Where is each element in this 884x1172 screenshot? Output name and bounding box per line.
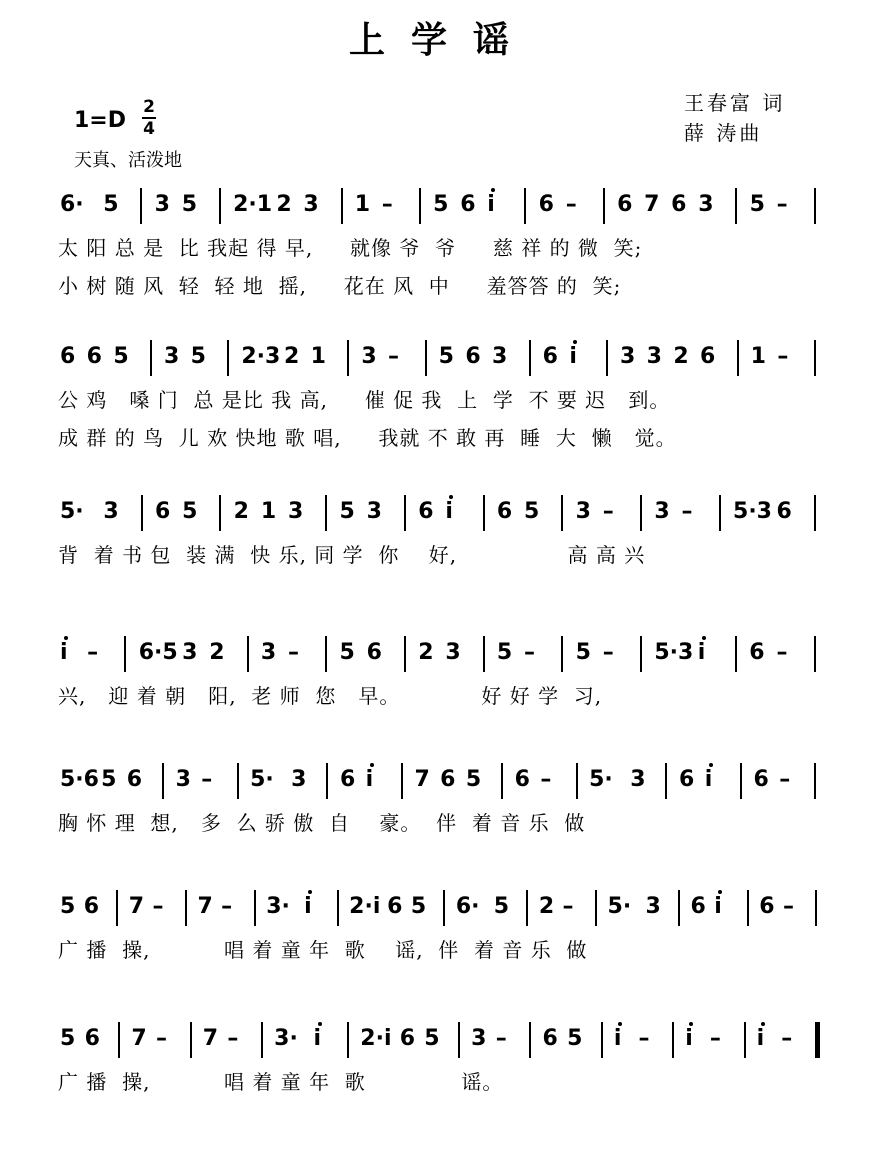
note: 5: [567, 1026, 583, 1051]
note: 6·5: [138, 640, 178, 665]
note: 6: [60, 344, 76, 369]
note: 3: [646, 344, 662, 369]
barline: [341, 188, 343, 224]
note: 3: [698, 192, 714, 217]
barline: [237, 763, 239, 799]
credits: [684, 88, 785, 148]
meter-top: 2: [143, 97, 155, 117]
barline: [483, 636, 485, 672]
note: 2·3: [241, 344, 281, 369]
note: 6: [460, 192, 476, 217]
barline: [124, 636, 126, 672]
barline: [219, 188, 221, 224]
dash-note: –: [781, 1026, 793, 1051]
note: 5: [433, 192, 449, 217]
note: 6·: [60, 192, 84, 217]
octave-dot: [64, 636, 68, 640]
barline: [814, 636, 816, 672]
octave-dot: [618, 1022, 622, 1026]
note: 7: [131, 1026, 147, 1051]
dash-note: –: [638, 1026, 650, 1051]
barline: [325, 495, 327, 531]
note: i: [569, 344, 577, 369]
note: 7: [197, 894, 213, 919]
dash-note: –: [681, 499, 693, 524]
note: 3: [103, 499, 119, 524]
note: i: [685, 1026, 693, 1051]
note: 1: [354, 192, 371, 217]
barline: [219, 495, 221, 531]
note: 5: [103, 192, 119, 217]
barline: [483, 495, 485, 531]
lyric-line: 兴, 迎 着 朝 阳, 老 师 您 早。 好 好 学 习,: [58, 684, 603, 708]
barline: [150, 340, 152, 376]
note: 2: [538, 894, 555, 919]
barline: [640, 495, 642, 531]
dash-note: –: [495, 1026, 507, 1051]
note: 3: [575, 499, 591, 524]
barline: [162, 763, 164, 799]
dash-note: –: [565, 192, 577, 217]
barline: [526, 890, 528, 926]
note: 5·: [250, 767, 274, 792]
barline: [737, 340, 739, 376]
barline: [419, 188, 421, 224]
note: i: [304, 894, 312, 919]
dash-note: –: [227, 1026, 239, 1051]
lyric-line: 公 鸡 嗓 门 总 是比 我 高, 催 促 我 上 学 不 要 迟 到。: [58, 388, 671, 412]
music-system: [0, 1022, 884, 1172]
barline: [141, 495, 143, 531]
note: 6: [542, 344, 558, 369]
barline: [337, 890, 339, 926]
note: 3·: [274, 1026, 298, 1051]
note: 6: [83, 894, 100, 919]
meter-bottom: 4: [143, 119, 155, 139]
dash-note: –: [777, 344, 789, 369]
note: 3·: [266, 894, 290, 919]
dash-note: –: [524, 640, 536, 665]
composer: 薛 涛曲: [684, 121, 763, 145]
note: 3: [175, 767, 191, 792]
barline: [747, 890, 749, 926]
note: 3: [164, 344, 180, 369]
note: 6: [749, 640, 765, 665]
barline: [185, 890, 187, 926]
note: 6: [776, 499, 792, 524]
note: i: [60, 640, 68, 665]
dash-note: –: [388, 344, 399, 369]
note: i: [445, 499, 453, 524]
note: i: [756, 1026, 765, 1051]
lyric-line: 广 播 操, 唱 着 童 年 歌 谣, 伴 着 音 乐 做: [58, 938, 588, 962]
note: 2: [233, 499, 249, 524]
dash-note: –: [540, 767, 552, 792]
barline: [744, 1022, 746, 1058]
dash-note: –: [87, 640, 99, 665]
dash-note: –: [779, 767, 791, 792]
note: 6: [617, 192, 633, 217]
note: 6: [399, 1026, 415, 1051]
note: 7: [414, 767, 430, 792]
barline: [640, 636, 642, 672]
final-barline: [815, 1022, 820, 1058]
octave-dot: [318, 1022, 322, 1026]
note: 2·i: [349, 894, 381, 919]
note: 3: [154, 192, 170, 217]
barline: [606, 340, 608, 376]
music-system: [0, 890, 884, 1040]
dash-note: –: [602, 499, 614, 524]
dash-note: –: [221, 894, 233, 919]
note: 1: [310, 344, 326, 369]
dash-note: –: [381, 192, 393, 217]
note: 3: [287, 499, 304, 524]
note: 6: [387, 894, 403, 919]
barline: [561, 636, 563, 672]
note: 6: [671, 192, 687, 217]
note: 5: [60, 1026, 76, 1051]
note: 3: [366, 499, 382, 524]
barline: [576, 763, 578, 799]
note: i: [313, 1026, 322, 1051]
note: 3: [645, 894, 661, 919]
note: 6: [759, 894, 775, 919]
barline: [561, 495, 563, 531]
dash-note: –: [562, 894, 574, 919]
note: 5: [575, 640, 591, 665]
dash-note: –: [201, 767, 213, 792]
barline: [401, 763, 403, 799]
note: 1: [260, 499, 277, 524]
barline: [524, 188, 526, 224]
barline: [116, 890, 118, 926]
lyric-line: 胸 怀 理 想, 多 么 骄 傲 自 豪。 伴 着 音 乐 做: [58, 811, 586, 835]
note: 6: [496, 499, 513, 524]
octave-dot: [370, 763, 374, 767]
note: 2: [673, 344, 689, 369]
dash-note: –: [776, 640, 788, 665]
note: i: [365, 767, 374, 792]
barline: [247, 636, 249, 672]
note: i: [487, 192, 495, 217]
note: 5: [190, 344, 206, 369]
note: 6·: [455, 894, 480, 919]
note: 2·i: [360, 1026, 392, 1051]
barline: [501, 763, 503, 799]
note: 5: [339, 640, 355, 665]
music-system: [0, 340, 884, 490]
barline: [529, 1022, 531, 1058]
dash-note: –: [152, 894, 164, 919]
note: i: [714, 894, 722, 919]
lyric-line: 广 播 操, 唱 着 童 年 歌 谣。: [58, 1070, 504, 1094]
dash-note: –: [709, 1026, 721, 1051]
note: 3: [361, 344, 377, 369]
note: 5·3: [654, 640, 694, 665]
lyric-line: 小 树 随 风 轻 轻 地 摇, 花在 风 中 羞答答 的 笑;: [58, 274, 622, 298]
note: 5: [182, 499, 198, 524]
dash-note: –: [602, 640, 614, 665]
note: 6: [339, 767, 356, 792]
barline: [735, 188, 737, 224]
note: 7: [202, 1026, 219, 1051]
note: 3: [471, 1026, 487, 1051]
barline: [529, 340, 531, 376]
barline: [735, 636, 737, 672]
note: 3: [654, 499, 670, 524]
note: 5: [524, 499, 540, 524]
note: 6: [418, 499, 434, 524]
lyric-line: 太 阳 总 是 比 我起 得 早, 就像 爷 爷 慈 祥 的 微 笑;: [58, 236, 643, 260]
note: 3: [303, 192, 319, 217]
dash-note: –: [776, 192, 788, 217]
lyric-line: 成 群 的 鸟 儿 欢 快地 歌 唱, 我就 不 敢 再 睡 大 懒 觉。: [58, 426, 677, 450]
note: 3: [620, 344, 636, 369]
barline: [190, 1022, 192, 1058]
note: 2: [418, 640, 434, 665]
note: 6: [440, 767, 456, 792]
note: 5: [410, 894, 427, 919]
barline: [404, 636, 406, 672]
note: 6: [84, 1026, 100, 1051]
note: 2·1: [233, 192, 273, 217]
note: 5·6: [60, 767, 99, 792]
note: 6: [154, 499, 171, 524]
note: 5·3: [733, 499, 772, 524]
lyric-line: 背 着 书 包 装 满 快 乐, 同 学 你 好, 高 高 兴: [58, 543, 646, 567]
tempo-marking: 天真、活泼地: [74, 150, 182, 171]
barline: [347, 340, 349, 376]
note: i: [613, 1026, 622, 1051]
dash-note: –: [782, 894, 794, 919]
barline: [261, 1022, 263, 1058]
note: 5: [113, 344, 129, 369]
barline: [719, 495, 721, 531]
note: 6: [753, 767, 769, 792]
barline: [672, 1022, 674, 1058]
barline: [458, 1022, 460, 1058]
note: 5: [101, 767, 117, 792]
note: 6: [366, 640, 382, 665]
note: 6: [465, 344, 481, 369]
note: 3: [182, 640, 198, 665]
barline: [665, 763, 667, 799]
note: 6: [538, 192, 554, 217]
note: 6: [514, 767, 530, 792]
note: 5: [749, 192, 765, 217]
barline: [815, 890, 817, 926]
note: 7: [644, 192, 660, 217]
note: 6: [679, 767, 695, 792]
barline: [404, 495, 406, 531]
barline: [140, 188, 142, 224]
barline: [814, 495, 816, 531]
note: 7: [128, 894, 145, 919]
note: 5: [60, 894, 76, 919]
barline: [740, 763, 742, 799]
barline: [603, 188, 605, 224]
note: 5: [493, 894, 510, 919]
key-signature: 1=D: [74, 108, 127, 133]
note: 5: [465, 767, 482, 792]
barline: [325, 636, 327, 672]
barline: [601, 1022, 603, 1058]
note: 5·: [607, 894, 632, 919]
dash-note: –: [287, 640, 299, 665]
music-system: [0, 188, 884, 338]
barline: [425, 340, 427, 376]
note: 3: [445, 640, 461, 665]
dash-note: –: [156, 1026, 167, 1051]
note: 5: [496, 640, 513, 665]
note: 3: [291, 767, 307, 792]
barline: [227, 340, 229, 376]
note: 6: [542, 1026, 558, 1051]
lyricist: 王春富 词: [684, 91, 786, 115]
barline: [347, 1022, 349, 1058]
note: 5: [424, 1026, 440, 1051]
note: 5·: [589, 767, 613, 792]
note: 3: [630, 767, 646, 792]
barline: [678, 890, 680, 926]
barline: [814, 340, 816, 376]
barline: [254, 890, 256, 926]
note: 2: [284, 344, 300, 369]
song-title: 上学谣: [348, 19, 535, 61]
note: 2: [209, 640, 225, 665]
note: 5: [438, 344, 454, 369]
barline: [814, 188, 816, 224]
note: 5: [339, 499, 355, 524]
octave-dot: [761, 1022, 765, 1026]
barline: [118, 1022, 120, 1058]
octave-dot: [709, 763, 713, 767]
barline: [595, 890, 597, 926]
note: 3: [492, 344, 508, 369]
note: 5: [181, 192, 197, 217]
time-signature: [142, 98, 156, 138]
note: i: [697, 640, 706, 665]
barline: [814, 763, 816, 799]
barline: [326, 763, 328, 799]
note: 2: [276, 192, 292, 217]
barline: [443, 890, 445, 926]
note: i: [704, 767, 713, 792]
octave-dot: [702, 636, 706, 640]
note: 6: [690, 894, 706, 919]
note: 5·: [60, 499, 84, 524]
note: 1: [750, 344, 766, 369]
music-system: [0, 495, 884, 645]
note: 6: [126, 767, 143, 792]
note: 6: [86, 344, 102, 369]
note: 6: [700, 344, 716, 369]
note: 3: [260, 640, 277, 665]
